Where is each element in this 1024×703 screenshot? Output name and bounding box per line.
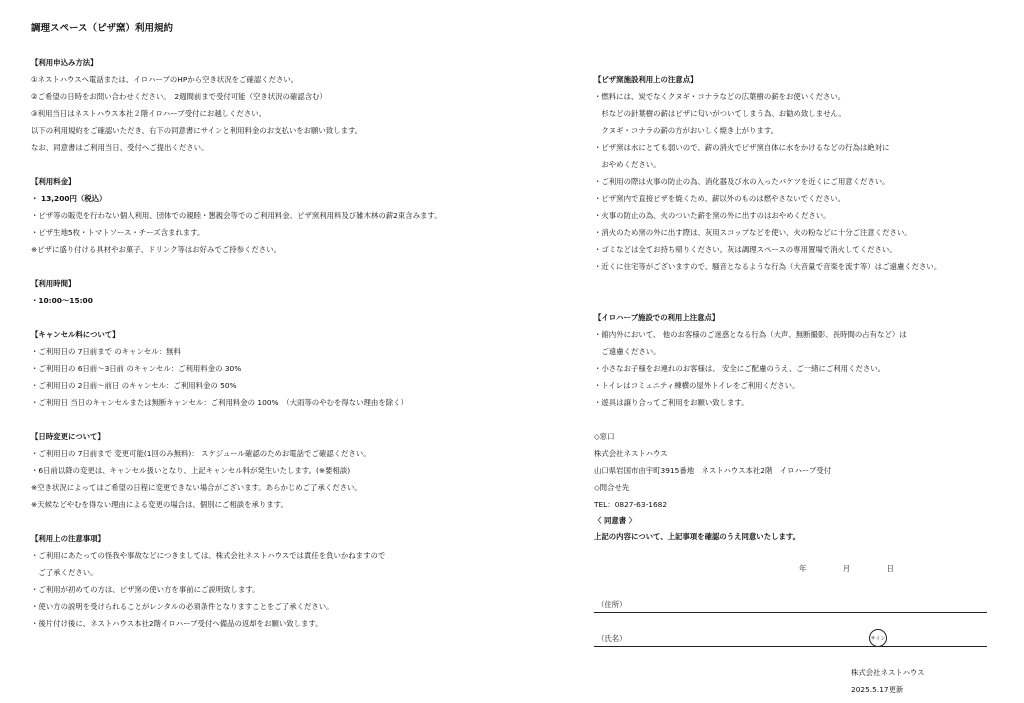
agreement-heading: 〈 同意書 〉 — [594, 516, 637, 525]
text-line: ※空き状況によってはご希望の日程に変更できない場合がございます。あらかじめご了承ください。 — [31, 483, 362, 492]
text-line: ・6日前以降の変更は、キャンセル扱いとなり、上記キャンセル料が発生いたします。(※要相談) — [31, 466, 351, 475]
text-line: なお、同意書はご利用当日、受付へご提出ください。 — [31, 143, 209, 152]
day-label: 日 — [886, 564, 894, 573]
text-line: ◇問合せ先 — [594, 483, 630, 492]
text-line: ・遊具は譲り合ってご利用をお願い致します。 — [594, 398, 749, 407]
right-column — [594, 71, 1004, 513]
text-line: ・ 13,200円（税込） — [31, 194, 107, 203]
text-line: ※天候などやむを得ない理由による変更の場合は、個別にご相談を承ります。 — [31, 500, 288, 509]
footer-updated: 2025.5.17更新 — [851, 685, 904, 694]
blank-line — [594, 275, 1004, 292]
text-line: TEL：0827-63-1682 — [594, 500, 668, 509]
text-line: 以下の利用規約をご確認いただき、右下の同意書にサインと利用料金のお支払いをお願い致します。 — [31, 126, 363, 135]
blank-line — [594, 292, 1004, 309]
text-line: ・近くに住宅等がございますので、騒音となるような行為（大音量で音楽を流す等）はご遠慮ください。 — [594, 262, 942, 271]
section-heading: 【利用申込み方法】 — [31, 58, 98, 67]
text-line: ・ご利用日の 2日前～前日 のキャンセル：ご利用料金の 50% — [31, 381, 237, 390]
section-heading: 【イロハーブ施設での利用上注意点】 — [594, 313, 720, 322]
text-line: ・館内外において、 他のお客様のご迷惑となる行為（大声、無断撮影、長時間の占有など）は — [594, 330, 907, 339]
text-line: 株式会社ネストハウス — [594, 449, 668, 458]
text-line: 杉などの針葉樹の薪はピザに匂いがついてしまう為、お勧め致しません。 — [594, 109, 846, 118]
text-line: ・消火のため窯の外に出す際は、灰用スコップなどを使い、火の粉などに十分ご注意ください。 — [594, 228, 912, 237]
text-line: クヌギ・コナラの薪の方がおいしく焼き上がります。 — [594, 126, 779, 135]
section-heading: 【利用料金】 — [31, 177, 76, 186]
name-label: （氏名） — [597, 634, 627, 643]
text-line: ・ピザ窯内で直接ピザを焼くため、薪以外のものは燃やさないでください。 — [594, 194, 845, 203]
text-line: ・ピザ生地5枚・トマトソース・チーズ含まれます。 — [31, 228, 205, 237]
text-line: ◇窓口 — [594, 432, 615, 441]
text-line: ①ネストハウスへ電話または、イロハーブのHPから空き状況をご確認ください。 — [31, 75, 299, 84]
page-title: 調理スペース（ピザ窯）利用規約 — [31, 23, 174, 34]
text-line: 山口県岩国市由宇町3915番地 ネストハウス本社2階 イロハーブ受付 — [594, 466, 832, 475]
agreement-statement: 上記の内容について、上記事項を確認のうえ同意いたします。 — [594, 532, 801, 541]
text-line: ・ご利用日 当日のキャンセルまたは無断キャンセル：ご利用料金の 100% （大雨等のやむを得ない理由を除く） — [31, 398, 408, 407]
blank-line — [31, 309, 561, 326]
text-line: ・ご利用の際は火事の防止の為、消化器及び水の入ったバケツを近くにご用意ください。 — [594, 177, 890, 186]
text-line: ・ピザ等の販売を行わない個人利用、団体での親睦・懇親会等でのご利用料金、ピザ窯利用料及び雑木林の薪2束含みます。 — [31, 211, 442, 220]
text-line: ・燃料には、炭でなくクヌギ・コナラなどの広葉樹の薪をお使いください。 — [594, 92, 846, 101]
text-line: おやめください。 — [594, 160, 661, 169]
text-line: ③利用当日はネストハウス本社２階イロハーブ受付にお越しください。 — [31, 109, 266, 118]
month-label: 月 — [842, 564, 851, 573]
date-row — [799, 563, 894, 574]
text-line: ・ご利用日の 7日前まで のキャンセル：無料 — [31, 347, 181, 356]
text-line: ・ご利用にあたっての怪我や事故などにつきましては、株式会社ネストハウスでは責任を負いかねますので — [31, 551, 386, 560]
seal-label: サイン — [870, 635, 886, 642]
blank-line — [31, 156, 561, 173]
text-line: ・10:00～15:00 — [31, 296, 93, 305]
text-line: ・ピザ窯は水にとても弱いので、薪の消火でピザ窯自体に水をかけるなどの行為は絶対に — [594, 143, 890, 152]
text-line: ・使い方の説明を受けられることがレンタルの必須条件となりますことをご了承ください。 — [31, 602, 334, 611]
blank-line — [594, 411, 1004, 428]
signature-seal — [869, 629, 887, 647]
section-heading: 【利用時間】 — [31, 279, 76, 288]
text-line: ・小さなお子様をお連れのお客様は、 安全にご配慮のうえ、ご一緒にご利用ください。 — [594, 364, 886, 373]
name-line — [594, 646, 987, 647]
text-line: ・ご利用が初めての方は、ピザ窯の使い方を事前にご説明致します。 — [31, 585, 260, 594]
text-line: ご遠慮ください。 — [594, 347, 661, 356]
blank-line — [31, 411, 561, 428]
text-line: ・トイレはコミュニティ棟横の屋外トイレをご利用ください。 — [594, 381, 800, 390]
section-heading: 【キャンセル料について】 — [31, 330, 120, 339]
section-heading: 【ピザ窯施設利用上の注意点】 — [594, 75, 698, 84]
year-label: 年 — [799, 564, 807, 573]
section-heading: 【日時変更について】 — [31, 432, 105, 441]
address-line — [594, 612, 987, 613]
blank-line — [31, 258, 561, 275]
blank-line — [31, 513, 561, 530]
text-line: ・後片付け後に、ネストハウス本社2階イロハーブ受付へ備品の返却をお願い致します。 — [31, 619, 323, 628]
text-line: ・ご利用日の 6日前～3日前 のキャンセル：ご利用料金の 30% — [31, 364, 242, 373]
text-line: ご了承ください。 — [31, 568, 98, 577]
section-heading: 【利用上の注意事項】 — [31, 534, 105, 543]
address-label: （住所） — [597, 600, 627, 609]
footer-company: 株式会社ネストハウス — [851, 668, 925, 677]
text-line: ②ご希望の日時をお問い合わせください。 2週間前まで受付可能（空き状況の確認含む） — [31, 92, 327, 101]
text-line: ・ご利用日の 7日前まで 変更可能(1回のみ無料)： スケジュール確認のためお電話でご確認ください。 — [31, 449, 371, 458]
text-line: ※ピザに盛り付ける具材やお菓子、ドリンク等はお好みでご持参ください。 — [31, 245, 281, 254]
text-line: ・火事の防止の為、火のついた薪を窯の外に出すのはおやめください。 — [594, 211, 831, 220]
text-line: ・ゴミなどは全てお持ち帰りください。灰は調理スペースの専用置場で消火してください。 — [594, 245, 897, 254]
left-column — [31, 54, 561, 632]
